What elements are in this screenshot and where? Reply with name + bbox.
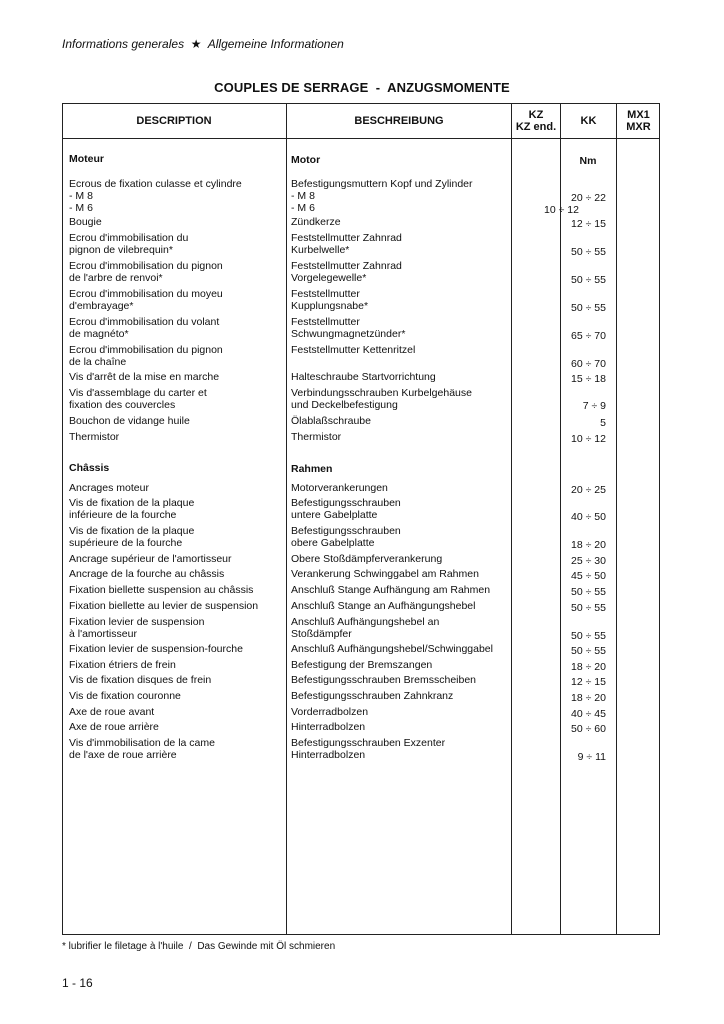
table-row-fr: Fixation étriers de frein: [69, 659, 176, 671]
page-number: 1 - 16: [62, 976, 93, 990]
table-row-de: Halteschraube Startvorrichtung: [291, 371, 436, 383]
table-row-de: Zündkerze: [291, 216, 341, 228]
table-row-fr: Ecrou d'immobilisation du moyeu: [69, 288, 223, 300]
table-row-de: Feststellmutter Zahnrad: [291, 260, 402, 272]
torque-value-kk: 65 ÷ 70: [571, 330, 606, 342]
torque-value-kk: 18 ÷ 20: [571, 539, 606, 551]
table-row-de: Befestigungsschrauben Zahnkranz: [291, 690, 454, 702]
header-beschreibung: BESCHREIBUNG: [354, 114, 444, 127]
table-row-fr: Ecrou d'immobilisation du: [69, 232, 189, 244]
table-row-de: Obere Stoßdämpferverankerung: [291, 553, 443, 565]
table-row-fr: de l'axe de roue arrière: [69, 749, 177, 761]
table-row-fr: inférieure de la fourche: [69, 509, 177, 521]
torque-value-kk: 5: [600, 417, 606, 429]
table-row-de: Anschluß Stange an Aufhängungshebel: [291, 600, 476, 612]
header-description: DESCRIPTION: [136, 114, 212, 127]
table-row-de: Anschluß Aufhängungshebel/Schwinggabel: [291, 643, 493, 655]
table-row-fr: Vis de fixation de la plaque: [69, 525, 195, 537]
table-row-fr: Fixation biellette suspension au châssis: [69, 584, 254, 596]
table-row-de: Feststellmutter: [291, 316, 360, 328]
table-row-fr: d'embrayage*: [69, 300, 134, 312]
column-divider: [286, 103, 287, 935]
table-row-fr: Bouchon de vidange huile: [69, 415, 190, 427]
table-row-fr: de magnéto*: [69, 328, 129, 340]
table-row-de: Vorgelegewelle*: [291, 272, 367, 284]
torque-value-kk: 20 ÷ 25: [571, 484, 606, 496]
table-row-de: Anschluß Stange Aufhängung am Rahmen: [291, 584, 491, 596]
torque-value-kk: 50 ÷ 55: [571, 302, 606, 314]
torque-value-kk: 12 ÷ 15: [571, 218, 606, 230]
unit-label: Nm: [579, 155, 597, 167]
torque-value-kk: 7 ÷ 9: [582, 400, 606, 412]
table-row-de: Befestigungsschrauben: [291, 497, 401, 509]
table-row-fr: Ancrage supérieur de l'amortisseur: [69, 553, 232, 565]
torque-value-kk: 12 ÷ 15: [571, 676, 606, 688]
table-row-de: Befestigungsschrauben Exzenter: [291, 737, 446, 749]
table-row-de: Verbindungsschrauben Kurbelgehäuse: [291, 387, 472, 399]
table-row-de: Stoßdämpfer: [291, 628, 352, 640]
table-row-de: Befestigung der Bremszangen: [291, 659, 433, 671]
table-row-de: Ölablaßschraube: [291, 415, 371, 427]
torque-value-kk: 18 ÷ 20: [571, 661, 606, 673]
running-header: [62, 37, 344, 51]
section-heading-chassis-de: Rahmen: [291, 463, 333, 475]
table-row-fr: Ancrages moteur: [69, 482, 149, 494]
torque-value-kk: 45 ÷ 50: [571, 570, 606, 582]
table-row-de: obere Gabelplatte: [291, 537, 375, 549]
table-row-fr: Ecrou d'immobilisation du volant: [69, 316, 220, 328]
torque-value-kk: 50 ÷ 55: [571, 586, 606, 598]
table-row-fr: Bougie: [69, 216, 102, 228]
torque-value-kk: 18 ÷ 20: [571, 692, 606, 704]
section-heading-motor-de: Motor: [291, 154, 321, 166]
table-row-fr: Axe de roue avant: [69, 706, 155, 718]
table-row-fr: Fixation levier de suspension-fourche: [69, 643, 243, 655]
torque-value-kk: 40 ÷ 45: [571, 708, 606, 720]
torque-value-kz: 10 ÷ 12: [544, 204, 579, 216]
table-row-fr: Fixation levier de suspension: [69, 616, 205, 628]
section-heading-chassis-fr: Châssis: [69, 462, 110, 474]
table-row-fr: Ecrous de fixation culasse et cylindre: [69, 178, 242, 190]
section-heading-motor-fr: Moteur: [69, 153, 104, 165]
table-row-de: Motorverankerungen: [291, 482, 388, 494]
table-row-fr: - M 8: [69, 190, 93, 202]
header-kz-line1: KZ: [528, 108, 544, 121]
header-mx-line2: MXR: [626, 120, 651, 133]
table-row-de: Feststellmutter: [291, 288, 360, 300]
table-row-de: Schwungmagnetzünder*: [291, 328, 406, 340]
table-row-fr: supérieure de la fourche: [69, 537, 183, 549]
torque-value-kk: 50 ÷ 55: [571, 246, 606, 258]
table-row-de: Vorderradbolzen: [291, 706, 369, 718]
star-icon: ★: [190, 37, 202, 51]
table-row-de: Anschluß Aufhängungshebel an: [291, 616, 440, 628]
header-kz-line2: KZ end.: [515, 120, 557, 133]
table-row-fr: Ecrou d'immobilisation du pignon: [69, 260, 223, 272]
table-row-fr: pignon de vilebrequin*: [69, 244, 173, 256]
table-row-fr: Vis d'immobilisation de la came: [69, 737, 215, 749]
table-row-de: und Deckelbefestigung: [291, 399, 398, 411]
table-row-fr: Ancrage de la fourche au châssis: [69, 568, 225, 580]
table-row-de: untere Gabelplatte: [291, 509, 378, 521]
table-row-de: Befestigungsmuttern Kopf und Zylinder: [291, 178, 473, 190]
header-kk: KK: [580, 114, 597, 127]
header-divider: [62, 138, 660, 139]
torque-value-kk: 50 ÷ 55: [571, 645, 606, 657]
torque-value-kk: 50 ÷ 55: [571, 274, 606, 286]
torque-value-kk: 25 ÷ 30: [571, 555, 606, 567]
footnote: * lubrifier le filetage à l'huile / Das Gewinde mit Öl schmieren: [62, 941, 336, 952]
header-mx: [617, 103, 660, 138]
table-row-fr: Ecrou d'immobilisation du pignon: [69, 344, 223, 356]
table-row-de: Feststellmutter Zahnrad: [291, 232, 402, 244]
table-row-fr: Vis de fixation couronne: [69, 690, 181, 702]
column-divider: [616, 103, 617, 935]
torque-value-kk: 50 ÷ 55: [571, 630, 606, 642]
table-row-de: Hinterradbolzen: [291, 721, 366, 733]
column-divider: [511, 103, 512, 935]
header-right: Allgemeine Informationen: [207, 37, 344, 51]
torque-value-kk: 40 ÷ 50: [571, 511, 606, 523]
table-row-de: Thermistor: [291, 431, 342, 443]
table-row-fr: à l'amortisseur: [69, 628, 137, 640]
header-mx-line1: MX1: [627, 108, 650, 121]
torque-value-kk: 15 ÷ 18: [571, 373, 606, 385]
table-row-fr: Thermistor: [69, 431, 120, 443]
torque-value-kk: 9 ÷ 11: [577, 751, 606, 763]
header-kz: [512, 103, 560, 138]
table-row-de: - M 8: [291, 190, 315, 202]
table-row-de: Verankerung Schwinggabel am Rahmen: [291, 568, 479, 580]
table-row-de: - M 6: [291, 202, 315, 214]
table-row-de: Feststellmutter Kettenritzel: [291, 344, 416, 356]
table-row-fr: - M 6: [69, 202, 93, 214]
table-row-fr: Vis de fixation de la plaque: [69, 497, 195, 509]
table-row-de: Befestigungsschrauben: [291, 525, 401, 537]
table-row-de: Hinterradbolzen: [291, 749, 366, 761]
torque-value-kk: 10 ÷ 12: [571, 433, 606, 445]
table-row-de: Kupplungsnabe*: [291, 300, 369, 312]
table-row-fr: de l'arbre de renvoi*: [69, 272, 163, 284]
torque-value-kk: 50 ÷ 55: [571, 602, 606, 614]
table-row-fr: Vis d'assemblage du carter et: [69, 387, 207, 399]
table-row-de: Kurbelwelle*: [291, 244, 350, 256]
torque-value-kk: 60 ÷ 70: [571, 358, 606, 370]
table-row-de: Befestigungsschrauben Bremsscheiben: [291, 674, 477, 686]
torque-value-kk: 50 ÷ 60: [571, 723, 606, 735]
table-row-fr: Vis d'arrêt de la mise en marche: [69, 371, 220, 383]
table-row-fr: Axe de roue arrière: [69, 721, 159, 733]
table-row-fr: Vis de fixation disques de frein: [69, 674, 212, 686]
page-title: COUPLES DE SERRAGE - ANZUGSMOMENTE: [214, 80, 510, 95]
torque-value-kk: 20 ÷ 22: [571, 192, 606, 204]
table-row-fr: de la chaîne: [69, 356, 127, 368]
table-row-fr: fixation des couvercles: [69, 399, 176, 411]
table-row-fr: Fixation biellette au levier de suspension: [69, 600, 259, 612]
header-left: Informations generales: [62, 37, 185, 51]
